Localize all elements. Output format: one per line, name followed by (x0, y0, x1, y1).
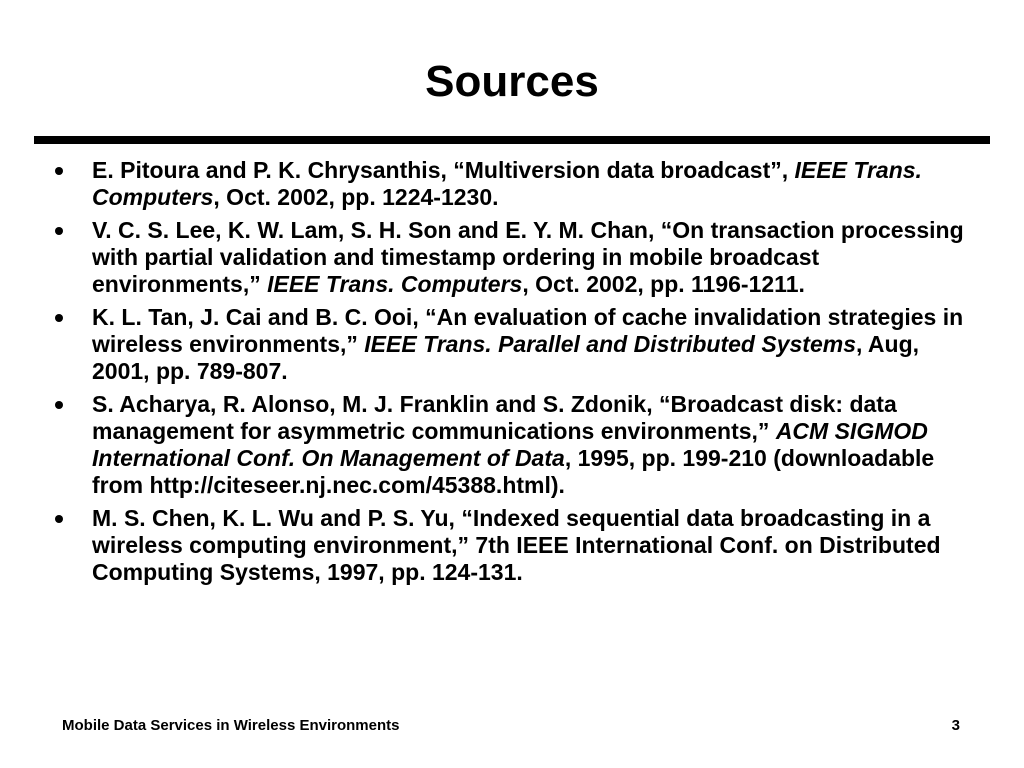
reference-text: V. C. S. Lee, K. W. Lam, S. H. Son and E. Y. M. Chan, “On transaction processing with partial validation and timestamp ordering in mobile broadcast environments,” (92, 217, 964, 297)
bullet-icon (55, 515, 63, 523)
reference-venue: IEEE Trans. Computers (267, 271, 523, 297)
slide-title: Sources (425, 57, 599, 106)
bullet-icon (55, 167, 63, 175)
reference-item (48, 304, 978, 385)
footer-course-title: Mobile Data Services in Wireless Environments (62, 717, 400, 734)
reference-venue: IEEE Trans. Computers (92, 157, 922, 210)
reference-item (48, 217, 978, 298)
reference-text: E. Pitoura and P. K. Chrysanthis, “Multiversion data broadcast”, (92, 157, 795, 183)
reference-details: , Oct. 2002, pp. 1224-1230. (213, 184, 499, 210)
reference-item (48, 391, 978, 499)
title-divider (34, 136, 990, 144)
reference-details: , Aug, 2001, pp. 789-807. (92, 331, 920, 384)
reference-venue: ACM SIGMOD International Conf. On Management of Data (92, 418, 928, 471)
reference-text: S. Acharya, R. Alonso, M. J. Franklin and S. Zdonik, “Broadcast disk: data management for asymmetric communications environments,” (92, 391, 897, 444)
reference-details: , 1995, pp. 199-210 (downloadable from http://citeseer.nj.nec.com/45388.html). (92, 445, 935, 498)
footer-page-number: 3 (951, 717, 960, 734)
bullet-icon (55, 227, 63, 235)
reference-list (48, 157, 978, 592)
reference-venue: IEEE Trans. Parallel and Distributed Systems (364, 331, 856, 357)
reference-details: , Oct. 2002, pp. 1196-1211. (522, 271, 805, 297)
bullet-icon (55, 314, 63, 322)
bullet-icon (55, 401, 63, 409)
reference-item (48, 157, 978, 211)
reference-text: K. L. Tan, J. Cai and B. C. Ooi, “An evaluation of cache invalidation strategies in wireless environments,” (92, 304, 964, 357)
reference-item (48, 505, 978, 586)
reference-text: M. S. Chen, K. L. Wu and P. S. Yu, “Indexed sequential data broadcasting in a wireless computing environment,” 7th IEEE International Conf. on Distributed Computing Systems, 1997, pp. 124-131. (92, 505, 941, 585)
